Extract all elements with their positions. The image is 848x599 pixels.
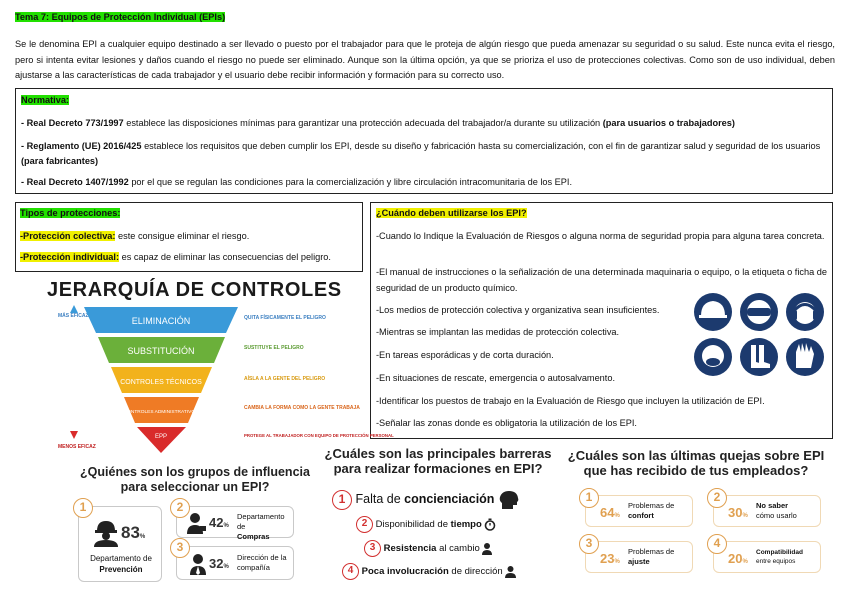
menos-eficaz-label: MENOS EFICAZ (58, 444, 96, 450)
ear-protection-icon (786, 293, 824, 331)
queja-1-pct: 64% (600, 505, 620, 520)
prevention-person-icon (91, 519, 121, 547)
tipos-box (15, 202, 363, 272)
barrera-item-3: 3 Resistencia al cambio (364, 540, 492, 557)
level-eliminacion-label: ELIMINACIÓN (131, 316, 191, 326)
person-icon (482, 543, 492, 555)
mas-eficaz-label: MÁS EFICAZ (58, 313, 89, 319)
tipos-individual: -Protección individual: es capaz de eliminar las consecuencias del peligro. (20, 252, 331, 262)
cuando-item-8: -Señalar las zonas donde es obligatoria la utilización de los EPI. (376, 418, 637, 428)
grupo-card-3 (176, 546, 294, 580)
grupo-card-1 (78, 506, 162, 582)
cuando-item-6: -En situaciones de rescate, emergencia o autosalvamento. (376, 373, 616, 383)
normativa-item-3: - Real Decreto 1407/1992 por el que se regulan las condiciones para la comercialización y libre circulación intracomunitaria de los EPI. (21, 177, 573, 187)
mask-icon (694, 338, 732, 376)
cuando-item-1: -Cuando lo Indique la Evaluación de Riesgos o alguna norma de seguridad propia para alguna tarea concreta. (376, 231, 825, 241)
normativa-item-1: - Real Decreto 773/1997 establece las disposiciones mínimas para garantizar una protección adecuada del trabajador/a durante su utilización (para usuarios o trabajadores) (21, 118, 735, 128)
queja-2-label: No saber cómo usarlo (756, 501, 797, 520)
cuando-item-2: -El manual de instrucciones o la señalización de una determinada maquinaria o equipo, o la etiqueta o ficha de seguridad de un producto químico. (376, 267, 827, 293)
queja-num-1: 1 (579, 488, 599, 508)
cuando-item-3: -Los medios de protección colectiva y organizativa sean insuficientes. (376, 305, 660, 315)
level-controles-administrativos-label: CONTROLES ADMINISTRATIVOS (123, 410, 199, 415)
barrera-num-3: 3 (364, 540, 381, 557)
cuando-item-5: -En tareas esporádicas y de corta duración. (376, 350, 554, 360)
grupo-3-pct: 32% (209, 556, 229, 571)
cuando-item-4: -Mientras se implantan las medidas de protección colectiva. (376, 327, 620, 337)
purchase-person-icon (187, 512, 207, 534)
queja-4-pct: 20% (728, 551, 748, 566)
helmet-icon (694, 293, 732, 331)
barrera-item-1: 1 Falta de concienciación (332, 489, 520, 510)
director-person-icon (189, 553, 207, 575)
barrera-num-1: 1 (332, 490, 352, 510)
queja-1-label: Problemas de confort (628, 501, 675, 520)
queja-card-3 (585, 541, 693, 573)
barrera-num-4: 4 (342, 563, 359, 580)
level-substitucion-desc: SUSTITUYE EL PELIGRO (244, 345, 304, 351)
jerarquia-chart (50, 305, 394, 460)
level-eliminacion-desc: QUITA FÍSICAMENTE EL PELIGRO (244, 315, 326, 321)
tipos-heading: Tipos de protecciones: (20, 208, 121, 218)
queja-card-4 (713, 541, 821, 573)
jerarquia-title: JERARQUÍA DE CONTROLES (47, 279, 342, 301)
barreras-title: ¿Cuáles son las principales barreras para realizar formaciones en EPI? (324, 446, 552, 476)
level-controles-tecnicos-label: CONTROLES TÉCNICOS (120, 379, 202, 386)
ppe-icons (693, 292, 827, 378)
queja-3-pct: 23% (600, 551, 620, 566)
barrera-num-2: 2 (356, 516, 373, 533)
boots-icon (740, 338, 778, 376)
level-substitucion-label: SUBSTITUCIÓN (127, 346, 195, 356)
normativa-box (15, 88, 833, 194)
gloves-icon (786, 338, 824, 376)
page-title: Tema 7: Equipos de Protección Individual (EPIs) (15, 12, 226, 22)
head-thought-icon (498, 490, 520, 510)
grupo-3-label: Dirección de la compañía (237, 553, 287, 572)
quejas-title: ¿Cuáles son las últimas quejas sobre EPI que has recibido de tus empleados? (567, 448, 825, 478)
director-icon (505, 566, 516, 578)
grupo-2-pct: 42% (209, 515, 229, 530)
cuando-item-7: -Identificar los puestos de trabajo en la Evaluación de Riesgo que incluyen la utilización de EPI. (376, 396, 765, 406)
stopwatch-icon (484, 518, 496, 531)
grupos-title: ¿Quiénes son los grupos de influencia para seleccionar un EPI? (80, 465, 310, 494)
barrera-item-2: 2 Disponibilidad de tiempo (356, 516, 496, 533)
grupo-2-label: Departamento de Compras (237, 512, 285, 541)
grupo-1-label: Departamento de Prevención (90, 554, 152, 574)
grupo-num-3: 3 (170, 538, 190, 558)
level-epp-desc: PROTEGE AL TRABAJADOR CON EQUIPO DE PROTECCIÓN PERSONAL (244, 433, 394, 438)
normativa-item-2: - Reglamento (UE) 2016/425 establece los requisitos que deben cumplir los EPI, desde su diseño y fabricación hasta su comercialización, con el fin de garantizar salud y seguridad de los usuarios (para fabricantes) (21, 141, 821, 166)
barrera-item-4: 4 Poca involucración de dirección (342, 563, 516, 580)
level-controles-administrativos-desc: CAMBIA LA FORMA COMO LA GENTE TRABAJA (244, 405, 360, 411)
level-controles-tecnicos-desc: AÍSLA A LA GENTE DEL PELIGRO (244, 376, 326, 382)
queja-num-2: 2 (707, 488, 727, 508)
level-epp-label: EPP (154, 434, 168, 440)
queja-2-pct: 30% (728, 505, 748, 520)
grupo-num-1: 1 (73, 498, 93, 518)
queja-card-2 (713, 495, 821, 527)
queja-4-label: Compatibilidad entre equipos (756, 549, 803, 565)
grupo-num-2: 2 (170, 498, 190, 518)
cuando-heading: ¿Cuándo deben utilizarse los EPI? (376, 208, 527, 218)
grupo-card-2 (176, 506, 294, 541)
grupo-1-pct: 83% (121, 523, 146, 542)
level-epp (137, 427, 186, 453)
normativa-heading: Normativa: (21, 95, 69, 105)
queja-num-4: 4 (707, 534, 727, 554)
intro-paragraph: Se le denomina EPI a cualquier equipo destinado a ser llevado o puesto por el trabajador para que le proteja de algún riesgo que pueda amenazar su seguridad o su salud. Este nunca evita el riesgo, pero si intenta evitar lesiones y daños cuando el riesgo no puede ser eliminado. Aunque son la última opción, ya que se prioriza el uso de protecciones colectivas. Como son de uso individual, deben ajustarse a las características de cada trabajador y el usuario debe recibir información y formación para su correcto uso. (15, 39, 835, 80)
tipos-colectiva: -Protección colectiva: este consigue eliminar el riesgo. (20, 231, 250, 241)
queja-card-1 (585, 495, 693, 527)
queja-3-label: Problemas de ajuste (628, 547, 675, 566)
queja-num-3: 3 (579, 534, 599, 554)
goggles-icon (740, 293, 778, 331)
cuando-box (370, 202, 833, 439)
